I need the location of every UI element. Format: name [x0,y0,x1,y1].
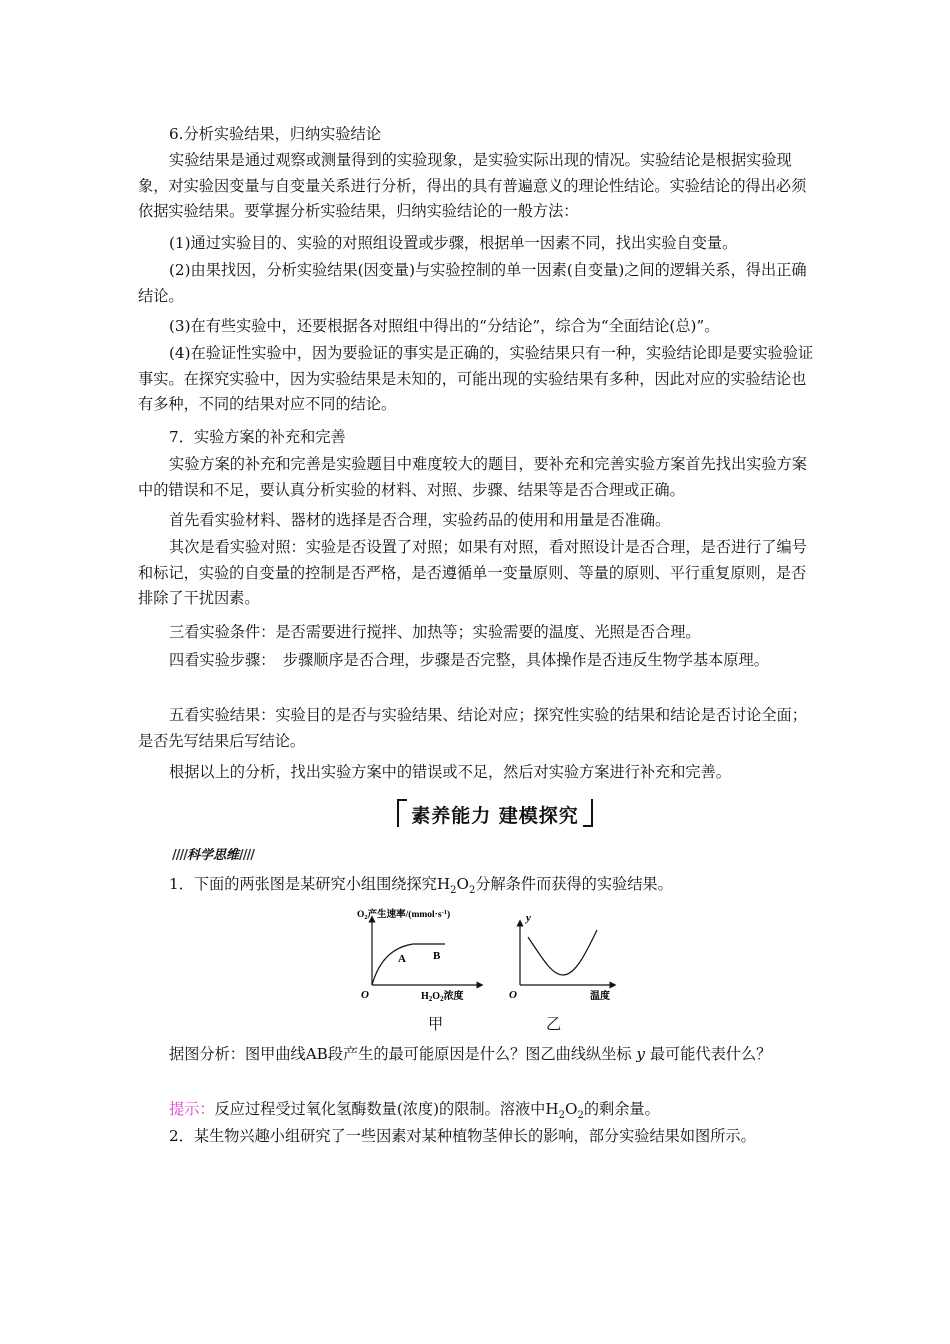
paragraph-second: 其次是看实验对照：实验是否设置了对照；如果有对照，看对照设计是否合理，是否进行了编号和标记，实验的自变量的控制是否严格，是否遵循单一变量原则、等量的原则、平行重复原则，是否排除了干扰因素。 [138,538,807,607]
section-tag: ////科学思维//// [172,848,255,863]
figure-yi-svg [505,905,620,1005]
caption-jia: 甲 [428,1015,444,1033]
paragraph-fourth: 四看实验步骤： 步骤顺序是否合理，步骤是否完整，具体操作是否违反生物学基本原理。 [169,651,769,669]
paragraph-summary: 根据以上的分析，找出实验方案中的错误或不足，然后对实验方案进行补充和完善。 [169,763,731,781]
paragraph-fifth: 五看实验结果：实验目的是否与实验结果、结论对应；探究性实验的结果和结论是否讨论全面；是否先写结果后写结论。 [138,706,807,750]
figure-jia-svg [355,905,490,1005]
hint-label: 提示： [169,1100,215,1118]
banner-title: 素养能力 建模探究 [411,805,579,827]
origin-label: O [361,989,369,1001]
curve-yi [528,930,597,975]
x-axis-label: 温度 [590,991,610,1002]
list-item-1: (1)通过实验目的、实验的对照组设置或步骤，根据单一因素不同，找出实验自变量。 [169,234,738,252]
hint: 提示：反应过程受过氧化氢酶数量(浓度)的限制。溶液中$H_2O_2$的剩余量。 [169,1100,660,1122]
y-axis-label: $O_2$产生速率$/(mmol\cdot s^{-1})$ [357,909,451,921]
heading-6: 6.分析实验结果，归纳实验结论 [169,125,381,143]
figure-jia [355,905,490,1005]
point-a-label: A [398,953,406,965]
section-tag-label: 科学思维 [187,848,240,863]
question-2: 2．某生物兴趣小组研究了一些因素对某种植物茎伸长的影响，部分实验结果如图所示。 [169,1127,756,1145]
paragraph-results: 实验结果是通过观察或测量得到的实验现象，是实验实际出现的情况。实验结论是根据实验现象，对实验因变量与自变量关系进行分析，得出的具有普遍意义的理论性结论。实验结论的得出必须依据实验结果。要掌握分析实验结果，归纳实验结论的一般方法： [138,151,807,220]
analysis-question: 据图分析：图甲曲线AB段产生的最可能原因是什么？图乙曲线纵坐标 y 最可能代表什么？ [169,1045,772,1063]
caption-yi: 乙 [546,1015,562,1033]
list-item-2: (2)由果找因，分析实验结果(因变量)与实验控制的单一因素(自变量)之间的逻辑关系，得出正确结论。 [138,261,807,305]
paragraph-first: 首先看实验材料、器材的选择是否合理，实验药品的使用和用量是否准确。 [169,511,671,529]
y-axis-label: y [526,912,531,924]
figure-yi [505,905,620,1005]
heading-7: 7．实验方案的补充和完善 [169,428,346,446]
paragraph-plan: 实验方案的补充和完善是实验题目中难度较大的题目，要补充和完善实验方案首先找出实验方案中的错误和不足，要认真分析实验的材料、对照、步骤、结果等是否合理或正确。 [138,455,807,499]
origin-label: O [509,989,517,1001]
x-axis-label: $H_2O_2$浓度 [421,991,464,1003]
list-item-4: (4)在验证性实验中，因为要验证的事实是正确的，实验结果只有一种，实验结论即是要实验验证事实。在探究实验中，因为实验结果是未知的，可能出现的实验结果有多种，因此对应的实验结论也有多种，不同的结果对应不同的结论。 [138,344,814,413]
paragraph-third: 三看实验条件：是否需要进行搅拌、加热等；实验需要的温度、光照是否合理。 [169,623,701,641]
point-b-label: B [433,950,441,962]
section-banner [395,795,595,831]
question-1: 1．下面的两张图是某研究小组围绕探究$H_2O_2$分解条件而获得的实验结果。 [169,875,673,897]
list-item-3: (3)在有些实验中，还要根据各对照组中得出的“分结论”，综合为“全面结论(总)”。 [169,317,720,335]
